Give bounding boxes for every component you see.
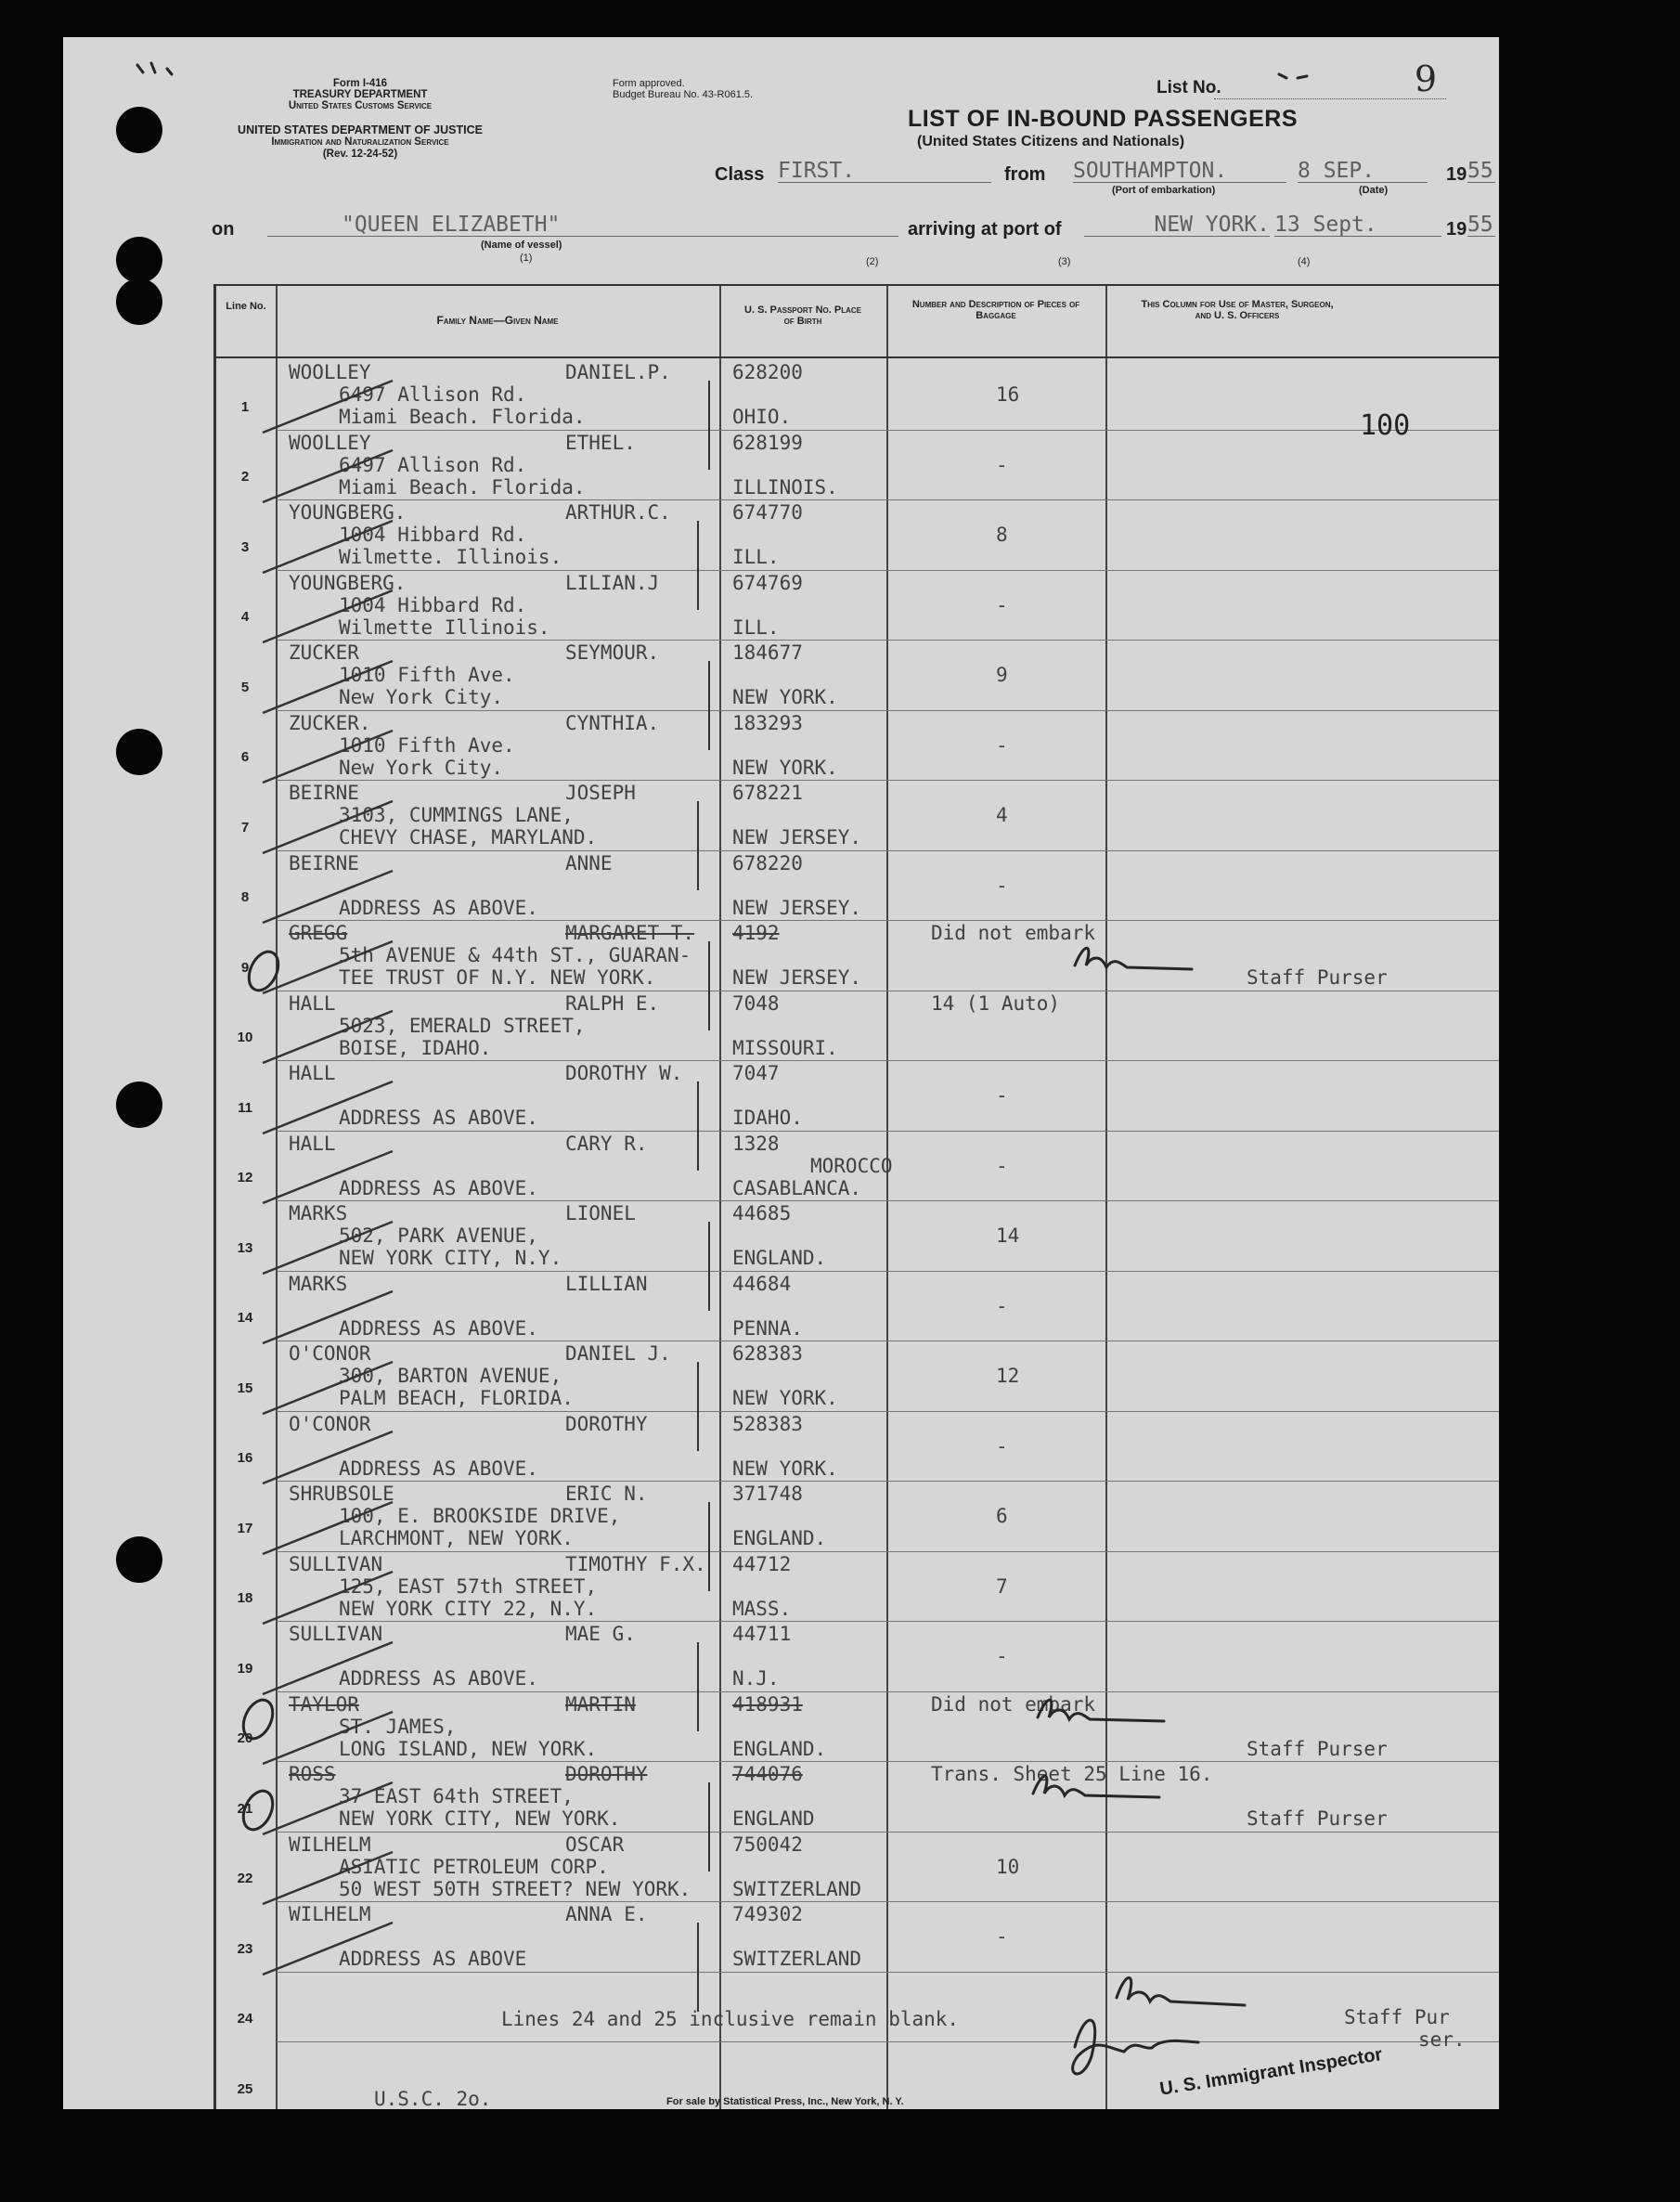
staff-purser-note-cont: ser. bbox=[1418, 2028, 1466, 2051]
family-name: GREGG bbox=[289, 922, 348, 944]
passport-number: 7047 bbox=[732, 1062, 780, 1084]
place-of-birth: OHIO. bbox=[732, 406, 792, 428]
given-name: ERIC N. bbox=[565, 1483, 648, 1505]
embark-year: 55 bbox=[1467, 160, 1495, 183]
line-number: 15 bbox=[237, 1379, 253, 1396]
arrival-date: 13 Sept. bbox=[1274, 214, 1441, 237]
passport-number: 744076 bbox=[732, 1763, 803, 1785]
staff-purser-note: Staff Purser bbox=[1247, 966, 1388, 989]
baggage: - bbox=[996, 1154, 1008, 1177]
blank-lines-note: Lines 24 and 25 inclusive remain blank. bbox=[501, 2008, 960, 2030]
family-name: YOUNGBERG. bbox=[289, 571, 407, 594]
address-line-1: 1010 Fifth Ave. bbox=[339, 664, 515, 686]
family-name: YOUNGBERG. bbox=[289, 501, 407, 524]
family-name: ROSS bbox=[289, 1763, 336, 1785]
baggage: - bbox=[996, 1925, 1008, 1948]
place-of-birth: ILLINOIS. bbox=[732, 475, 838, 499]
given-name: LILIAN.J bbox=[565, 571, 660, 594]
form-sheet bbox=[63, 37, 1499, 2109]
passport-number: 7048 bbox=[732, 991, 780, 1015]
passport-number: 183293 bbox=[732, 711, 803, 734]
purser-signature bbox=[1038, 1700, 1164, 1721]
baggage: - bbox=[996, 1084, 1008, 1107]
place-of-birth: ENGLAND. bbox=[732, 1247, 827, 1269]
line-number: 21 bbox=[237, 1800, 253, 1817]
passport-number: 678221 bbox=[732, 782, 803, 804]
revision-label: (Rev. 12-24-52) bbox=[322, 149, 398, 160]
address-line-1: ASIATIC PETROLEUM CORP. bbox=[339, 1855, 609, 1878]
family-name: MARKS bbox=[289, 1202, 348, 1224]
family-name: BEIRNE bbox=[289, 851, 359, 874]
place-of-birth: NEW YORK. bbox=[732, 686, 838, 708]
line-number: 14 bbox=[237, 1310, 253, 1326]
line-number: 19 bbox=[237, 1660, 253, 1677]
address-line-2: ADDRESS AS ABOVE. bbox=[339, 1107, 538, 1129]
family-name: SHRUBSOLE bbox=[289, 1483, 394, 1505]
address-line-2: Miami Beach. Florida. bbox=[339, 475, 586, 499]
address-line-1: 1004 Hibbard Rd. bbox=[339, 524, 527, 546]
address-line-1: 1004 Hibbard Rd. bbox=[339, 593, 527, 616]
line-number: 22 bbox=[237, 1871, 253, 1886]
family-name: O'CONOR bbox=[289, 1342, 371, 1365]
place-of-birth: ENGLAND. bbox=[732, 1737, 827, 1760]
customs-label: United States Customs Service bbox=[288, 100, 433, 111]
place-of-birth: SWITZERLAND bbox=[732, 1877, 862, 1900]
line-number: 4 bbox=[240, 609, 250, 625]
col-num-1: (1) bbox=[520, 253, 533, 264]
printer-credit: For sale by Statistical Press, Inc., New York, N. Y. bbox=[666, 2096, 904, 2107]
address-line-2: BOISE, IDAHO. bbox=[339, 1036, 492, 1059]
address-line-1: 5023, EMERALD STREET, bbox=[339, 1014, 586, 1037]
line-number: 7 bbox=[240, 819, 250, 835]
col-passport-header: U. S. Passport No. Place of Birth bbox=[744, 304, 861, 327]
baggage: - bbox=[996, 1434, 1008, 1457]
baggage: - bbox=[996, 593, 1008, 616]
place-of-birth: ILL. bbox=[732, 546, 780, 568]
passport-number: 418931 bbox=[732, 1692, 803, 1716]
baggage: 16 bbox=[996, 383, 1020, 406]
address-line-1: ST. JAMES, bbox=[339, 1715, 457, 1738]
address-line-2: 50 WEST 50TH STREET? NEW YORK. bbox=[339, 1877, 691, 1900]
baggage: 12 bbox=[996, 1365, 1020, 1387]
address-line-1: 5th AVENUE & 44th ST., GUARAN- bbox=[339, 944, 691, 966]
passport-number: 628200 bbox=[732, 361, 803, 383]
given-name: DANIEL.P. bbox=[565, 361, 671, 383]
passport-number: 184677 bbox=[732, 641, 803, 664]
col-baggage-header: Number and Description of Pieces of Baggage bbox=[911, 299, 1080, 321]
embark-caption: (Port of embarkation) bbox=[1112, 185, 1216, 196]
purser-signature bbox=[1033, 1776, 1159, 1797]
year-prefix: 19 bbox=[1446, 219, 1467, 240]
place-of-birth: NEW YORK. bbox=[732, 1387, 838, 1409]
staff-purser-note: Staff Purser bbox=[1247, 1737, 1388, 1760]
from-label: from bbox=[1004, 164, 1046, 185]
year-prefix: 19 bbox=[1446, 164, 1467, 185]
doj-label: UNITED STATES DEPARTMENT OF JUSTICE bbox=[238, 123, 483, 136]
passport-number: 44684 bbox=[732, 1272, 792, 1295]
inspector-signature bbox=[1073, 2020, 1198, 2074]
baggage: 4 bbox=[996, 804, 1008, 826]
col-num-2: (2) bbox=[866, 256, 879, 267]
list-no-marks bbox=[1279, 74, 1307, 78]
address-line-2: Wilmette Illinois. bbox=[339, 615, 550, 639]
baggage: 6 bbox=[996, 1505, 1008, 1527]
passport-number: 749302 bbox=[732, 1903, 803, 1925]
place-of-birth: NEW YORK. bbox=[732, 1457, 838, 1480]
line-number: 24 bbox=[237, 2011, 253, 2027]
given-name: MAE G. bbox=[565, 1623, 636, 1645]
family-name: WOOLLEY bbox=[289, 361, 371, 383]
col-num-4: (4) bbox=[1298, 256, 1311, 267]
family-name: WILHELM bbox=[289, 1903, 371, 1925]
baggage: 14 (1 Auto) bbox=[931, 991, 1061, 1015]
address-line-2: CHEVY CHASE, MARYLAND. bbox=[339, 826, 598, 848]
given-name: DOROTHY W. bbox=[565, 1062, 683, 1084]
line-number: 10 bbox=[237, 1030, 253, 1045]
officer-mark: 100 bbox=[1360, 409, 1411, 442]
given-name: MARGARET T. bbox=[565, 922, 695, 944]
address-line-2: ADDRESS AS ABOVE. bbox=[339, 1176, 538, 1199]
address-line-2: NEW YORK CITY, NEW YORK. bbox=[339, 1807, 621, 1830]
baggage: 9 bbox=[996, 664, 1008, 686]
place-of-birth: SWITZERLAND bbox=[732, 1948, 862, 1970]
address-line-2: LONG ISLAND, NEW YORK. bbox=[339, 1737, 598, 1760]
address-line-1: 502, PARK AVENUE, bbox=[339, 1224, 538, 1247]
place-of-birth: ENGLAND bbox=[732, 1807, 815, 1830]
given-name: ANNA E. bbox=[565, 1903, 648, 1925]
address-line-2: New York City. bbox=[339, 756, 504, 779]
place-of-birth: MASS. bbox=[732, 1597, 792, 1620]
handwriting-layer bbox=[63, 37, 1499, 2109]
family-name: WOOLLEY bbox=[289, 431, 371, 454]
given-name: MARTIN bbox=[565, 1692, 636, 1716]
address-line-1: 100, E. BROOKSIDE DRIVE, bbox=[339, 1505, 621, 1527]
usc-mark: U.S.C. 2o. bbox=[374, 2088, 492, 2109]
col-name-header: Family Name—Given Name bbox=[436, 314, 559, 327]
place-of-birth: ENGLAND. bbox=[732, 1527, 827, 1549]
place-of-birth: CASABLANCA. bbox=[732, 1176, 862, 1199]
place-of-birth: ILL. bbox=[732, 615, 780, 639]
address-line-1: 37 EAST 64th STREET, bbox=[339, 1785, 574, 1807]
passport-number: 628383 bbox=[732, 1342, 803, 1365]
circled-line-20 bbox=[238, 1695, 278, 1743]
treasury-label: TREASURY DEPARTMENT bbox=[292, 89, 428, 100]
form-number: Form I-416 bbox=[332, 78, 388, 89]
vessel-name: "QUEEN ELIZABETH" bbox=[267, 214, 898, 237]
address-line-1: 3103, CUMMINGS LANE, bbox=[339, 804, 574, 826]
address-line-1: 6497 Allison Rd. bbox=[339, 383, 527, 406]
address-line-2: Wilmette. Illinois. bbox=[339, 546, 562, 568]
place-of-birth: IDAHO. bbox=[732, 1107, 803, 1129]
given-name: JOSEPH bbox=[565, 782, 636, 804]
given-name: OSCAR bbox=[565, 1833, 625, 1856]
family-name: TAYLOR bbox=[289, 1692, 359, 1716]
line-number: 20 bbox=[237, 1730, 253, 1746]
line-number: 6 bbox=[240, 749, 250, 765]
family-name: O'CONOR bbox=[289, 1412, 371, 1435]
list-number: 9 bbox=[1214, 59, 1446, 99]
given-name: ARTHUR.C. bbox=[565, 501, 671, 524]
col-officers-header: This Column for Use of Master, Surgeon, and U. S. Officers bbox=[1141, 299, 1334, 321]
line-number: 16 bbox=[237, 1450, 253, 1466]
family-name: WILHELM bbox=[289, 1833, 371, 1856]
address-line-1: 300, BARTON AVENUE, bbox=[339, 1365, 562, 1387]
baggage: - bbox=[996, 453, 1008, 476]
form-approved: Form approved. bbox=[613, 78, 685, 89]
purser-signature bbox=[1075, 948, 1192, 969]
family-name: SULLIVAN bbox=[289, 1623, 383, 1645]
line-number: 11 bbox=[238, 1099, 252, 1116]
line-number: 3 bbox=[240, 538, 250, 555]
line-number: 9 bbox=[240, 959, 250, 976]
date-caption: (Date) bbox=[1359, 185, 1389, 196]
arriving-label: arriving at port of bbox=[908, 219, 1062, 240]
passport-number: 44685 bbox=[732, 1202, 792, 1224]
passport-number: 674769 bbox=[732, 571, 803, 594]
line-number: 18 bbox=[237, 1590, 253, 1606]
circled-line-21 bbox=[238, 1786, 278, 1834]
address-line-2: New York City. bbox=[339, 686, 504, 708]
address-line-2: ADDRESS AS ABOVE. bbox=[339, 896, 538, 919]
passport-number: 44712 bbox=[732, 1552, 792, 1575]
class-value: FIRST. bbox=[778, 160, 991, 183]
passport-number: 674770 bbox=[732, 501, 803, 524]
baggage: - bbox=[996, 733, 1008, 757]
given-name: LIONEL bbox=[565, 1202, 636, 1224]
passport-number: 371748 bbox=[732, 1483, 803, 1505]
line-number: 8 bbox=[240, 889, 250, 905]
family-name: ZUCKER bbox=[289, 641, 359, 664]
given-name: DOROTHY bbox=[565, 1412, 648, 1435]
address-line-2: LARCHMONT, NEW YORK. bbox=[339, 1527, 574, 1549]
address-line-1: 125, EAST 57th STREET, bbox=[339, 1574, 598, 1598]
address-line-2: ADDRESS AS ABOVE. bbox=[339, 1667, 538, 1690]
given-name: SEYMOUR. bbox=[565, 641, 660, 664]
passport-number: 678220 bbox=[732, 851, 803, 874]
given-name: CARY R. bbox=[565, 1132, 648, 1155]
passport-number: 4192 bbox=[732, 922, 780, 944]
circled-line-9 bbox=[243, 947, 284, 995]
arrival-year: 55 bbox=[1467, 214, 1495, 237]
line-number: 5 bbox=[240, 679, 250, 695]
passport-number: 44711 bbox=[732, 1623, 792, 1645]
inspector-label: U. S. Immigrant Inspector bbox=[1158, 2044, 1384, 2100]
ins-label: Immigration and Naturalization Service bbox=[271, 136, 449, 148]
line-number: 17 bbox=[237, 1520, 253, 1536]
place-of-birth: N.J. bbox=[732, 1667, 780, 1690]
address-line-1: 6497 Allison Rd. bbox=[339, 453, 527, 476]
baggage: 14 bbox=[996, 1224, 1020, 1247]
address-line-2: NEW YORK CITY 22, N.Y. bbox=[339, 1597, 598, 1620]
address-line-1: 1010 Fifth Ave. bbox=[339, 733, 515, 757]
arrival-port: NEW YORK. bbox=[1084, 214, 1270, 237]
passport-number: 628199 bbox=[732, 431, 803, 454]
vessel-caption: (Name of vessel) bbox=[481, 240, 562, 251]
birth-correction: MOROCCO bbox=[810, 1154, 893, 1177]
baggage: 8 bbox=[996, 524, 1008, 546]
given-name: RALPH E. bbox=[565, 991, 660, 1015]
staff-purser-note: Staff Purser bbox=[1247, 1807, 1388, 1830]
staff-purser-note: Staff Pur bbox=[1344, 2006, 1450, 2028]
family-name: BEIRNE bbox=[289, 782, 359, 804]
family-name: MARKS bbox=[289, 1272, 348, 1295]
place-of-birth: MISSOURI. bbox=[732, 1036, 838, 1059]
baggage: - bbox=[996, 874, 1008, 897]
address-line-2: ADDRESS AS ABOVE bbox=[339, 1948, 527, 1970]
budget-bureau: Budget Bureau No. 43-R061.5. bbox=[613, 89, 754, 100]
place-of-birth: NEW JERSEY. bbox=[732, 896, 862, 919]
address-line-2: NEW YORK CITY, N.Y. bbox=[339, 1247, 562, 1269]
purser-signature bbox=[1117, 1977, 1245, 2005]
corner-marks bbox=[137, 63, 172, 74]
line-number: 12 bbox=[237, 1170, 253, 1185]
given-name: LILLIAN bbox=[565, 1272, 648, 1295]
family-name: SULLIVAN bbox=[289, 1552, 383, 1575]
baggage: Did not embark bbox=[931, 922, 1096, 944]
line-number: 13 bbox=[237, 1239, 253, 1256]
passport-number: 1328 bbox=[732, 1132, 780, 1155]
baggage: - bbox=[996, 1294, 1008, 1317]
given-name: CYNTHIA. bbox=[565, 711, 660, 734]
place-of-birth: NEW YORK. bbox=[732, 756, 838, 779]
on-label: on bbox=[212, 219, 235, 240]
place-of-birth: NEW JERSEY. bbox=[732, 826, 862, 848]
passport-number: 750042 bbox=[732, 1833, 803, 1856]
class-label: Class bbox=[715, 164, 765, 185]
address-line-2: ADDRESS AS ABOVE. bbox=[339, 1316, 538, 1340]
address-line-2: PALM BEACH, FLORIDA. bbox=[339, 1387, 574, 1409]
family-name: HALL bbox=[289, 991, 336, 1015]
line-number: 25 bbox=[237, 2080, 253, 2097]
given-name: DOROTHY bbox=[565, 1763, 648, 1785]
family-name: ZUCKER. bbox=[289, 711, 371, 734]
baggage: Trans. Sheet 25 Line 16. bbox=[931, 1763, 1213, 1785]
family-name: HALL bbox=[289, 1132, 336, 1155]
baggage: Did not embark bbox=[931, 1692, 1096, 1716]
address-line-2: TEE TRUST OF N.Y. NEW YORK. bbox=[339, 966, 656, 989]
list-no-label: List No. bbox=[1157, 78, 1221, 97]
address-line-2: ADDRESS AS ABOVE. bbox=[339, 1457, 538, 1480]
col-num-3: (3) bbox=[1058, 256, 1071, 267]
document-subtitle: (United States Citizens and Nationals) bbox=[917, 134, 1185, 149]
line-number: 1 bbox=[240, 398, 250, 415]
baggage: 10 bbox=[996, 1855, 1020, 1878]
place-of-birth: NEW JERSEY. bbox=[732, 966, 862, 989]
place-of-birth: PENNA. bbox=[732, 1316, 803, 1340]
baggage: - bbox=[996, 1645, 1008, 1667]
given-name: TIMOTHY F.X. bbox=[565, 1552, 706, 1575]
family-name: HALL bbox=[289, 1062, 336, 1084]
embark-port: SOUTHAMPTON. bbox=[1073, 160, 1286, 183]
given-name: DANIEL J. bbox=[565, 1342, 671, 1365]
passport-number: 528383 bbox=[732, 1412, 803, 1435]
given-name: ANNE bbox=[565, 851, 613, 874]
line-number: 2 bbox=[240, 469, 250, 485]
col-line-header: Line No. bbox=[226, 301, 266, 312]
baggage: 7 bbox=[996, 1574, 1008, 1598]
embark-date: 8 SEP. bbox=[1298, 160, 1428, 183]
document-title: LIST OF IN-BOUND PASSENGERS bbox=[908, 106, 1299, 132]
given-name: ETHEL. bbox=[565, 431, 636, 454]
address-line-2: Miami Beach. Florida. bbox=[339, 406, 586, 428]
line-number: 23 bbox=[237, 1940, 253, 1957]
